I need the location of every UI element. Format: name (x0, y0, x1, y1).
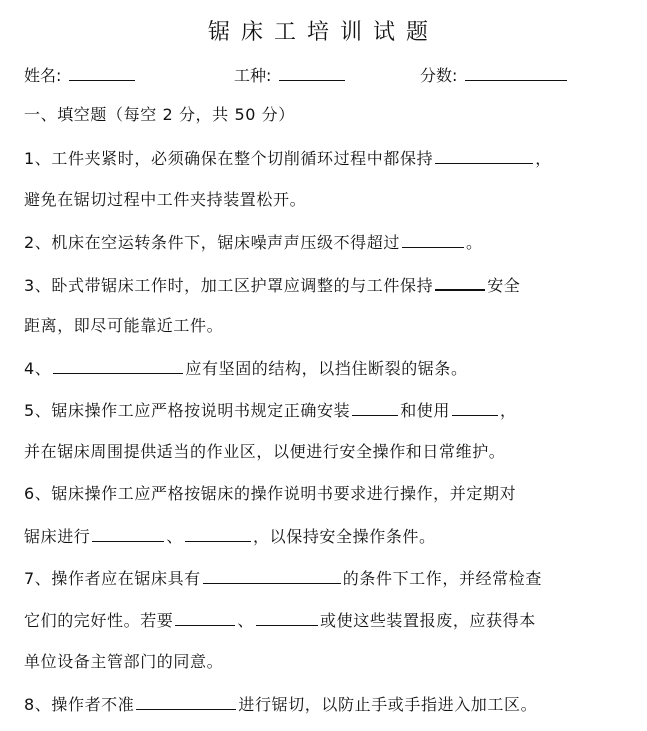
q8-blank-1[interactable] (136, 693, 236, 710)
section-heading: 一、填空题（每空 2 分，共 50 分） (24, 105, 295, 124)
question-5-line-2: 并在锯床周围提供适当的作业区，以便进行安全操作和日常维护。 (24, 442, 506, 461)
q2-text-b: 。 (465, 233, 483, 252)
name-field (24, 64, 137, 87)
trade-label: 工种: (234, 66, 272, 85)
question-7-line-3: 单位设备主管部门的同意。 (24, 652, 224, 671)
q4-text-a: 4、 (24, 359, 52, 378)
question-3-line-2: 距离，即尽可能靠近工件。 (24, 316, 224, 335)
q6-text-d: ，以保持安全操作条件。 (253, 527, 436, 546)
trade-blank[interactable] (279, 64, 345, 81)
q3-text-b: 安全 (487, 276, 521, 295)
question-1-line-2: 避免在锯切过程中工件夹持装置松开。 (24, 190, 307, 209)
q6-text-b: 锯床进行 (24, 527, 91, 546)
score-field (420, 64, 569, 87)
q7-blank-1[interactable] (203, 567, 341, 584)
q7-text-e: 或使这些装置报废，应获得本 (320, 611, 536, 630)
q1-blank-1[interactable] (435, 147, 533, 164)
trade-field (234, 64, 347, 87)
q6-blank-1[interactable] (92, 525, 164, 542)
q1-text-b: ， (535, 149, 552, 168)
score-blank[interactable] (465, 64, 567, 81)
question-1-line-1 (24, 147, 552, 170)
q7-text-b: 的条件下工作，并经常检查 (342, 569, 542, 588)
q8-text-b: 进行锯切，以防止手或手指进入加工区。 (238, 695, 538, 714)
q2-blank-1[interactable] (402, 231, 464, 248)
question-7-line-1 (24, 567, 542, 590)
q5-blank-1[interactable] (352, 399, 398, 416)
q5-blank-2[interactable] (452, 399, 498, 416)
q5-text-c: ， (500, 401, 517, 420)
q6-text-c: 、 (166, 527, 184, 546)
question-7-line-2 (24, 609, 536, 632)
question-3-line-1 (24, 273, 520, 297)
q6-blank-2[interactable] (185, 525, 251, 542)
q7-blank-3[interactable] (256, 609, 318, 626)
q4-blank-1[interactable] (53, 357, 183, 374)
q5-text-b: 和使用 (400, 401, 450, 420)
q3-blank-1[interactable] (435, 273, 485, 291)
q3-text-a: 3、卧式带锯床工作时，加工区护罩应调整的与工件保持 (24, 276, 434, 295)
q7-blank-2[interactable] (175, 609, 235, 626)
q7-text-a: 7、操作者应在锯床具有 (24, 569, 201, 588)
question-4-line-1 (24, 357, 468, 380)
question-5-line-1 (24, 399, 517, 422)
q2-text-a: 2、机床在空运转条件下，锯床噪声声压级不得超过 (24, 233, 400, 252)
name-label: 姓名: (24, 66, 62, 85)
question-6-line-1: 6、锯床操作工应严格按锯床的操作说明书要求进行操作，并定期对 (24, 484, 517, 503)
question-2-line-1 (24, 231, 483, 254)
q1-text-a: 1、工件夹紧时，必须确保在整个切削循环过程中都保持 (24, 149, 434, 168)
exam-title: 锯床工培训试题 (207, 20, 439, 45)
question-6-line-2 (24, 525, 436, 548)
question-8-line-1 (24, 693, 537, 716)
name-blank[interactable] (69, 64, 135, 81)
q4-text-b: 应有坚固的结构，以挡住断裂的锯条。 (185, 359, 468, 378)
score-label: 分数: (420, 66, 458, 85)
q7-text-d: 、 (237, 611, 255, 630)
q7-text-c: 它们的完好性。若要 (24, 611, 174, 630)
q5-text-a: 5、锯床操作工应严格按说明书规定正确安装 (24, 401, 351, 420)
q8-text-a: 8、操作者不准 (24, 695, 135, 714)
